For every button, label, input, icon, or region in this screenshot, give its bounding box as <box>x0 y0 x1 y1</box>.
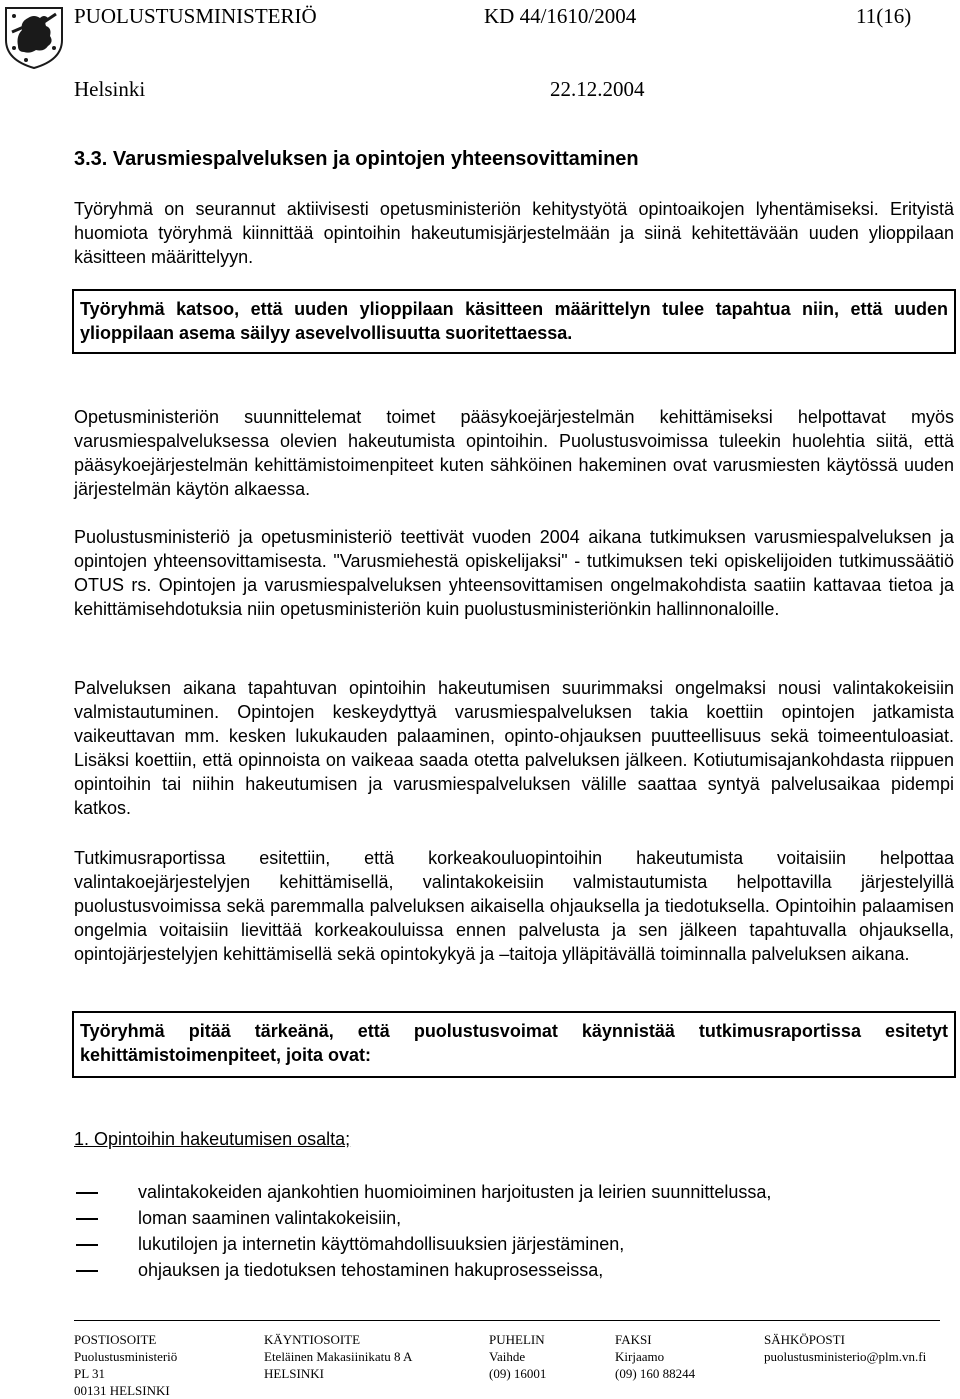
footer-email-link[interactable]: puolustusministerio@plm.vn.fi <box>764 1349 927 1364</box>
ministry-logo <box>0 2 68 70</box>
footer-phone-title: PUHELIN <box>489 1332 545 1347</box>
bullet-list: valintakokeiden ajankohtien huomioiminen harjoitusten ja leirien suunnittelussa, loman saaminen valintakokeisiin, lukutilojen ja internetin käyttömahdollisuuksien järjestäminen, ohjauksen ja tiedotuksen tehostaminen hakuprosesseissa, <box>76 1180 936 1290</box>
paragraph-2-text: Opetusministeriön suunnittelemat toimet pääsykoejärjestelmän kehittämiseksi helpottavat myös varusmiespalveluksessa olevien hakeutumista opintoihin. Puolustusvoimissa tuleekin huolehtia siitä, että pääsykoejärjestelmän kehittämistoimenpiteet kuten sähköinen hakeminen ovat varusmiesten käytössä uuden järjestelmän käytön alkaessa. <box>74 407 954 499</box>
footer-fax: FAKSI Kirjaamo (09) 160 88244 <box>615 1332 696 1381</box>
numbered-item-1 <box>74 1129 350 1150</box>
section-heading: 3.3. Varusmiespalveluksen ja opintojen yhteensovittaminen <box>74 148 639 170</box>
footer-phone: PUHELIN Vaihde (09) 16001 <box>489 1332 547 1381</box>
lion-crest-icon <box>0 2 68 70</box>
paragraph-5-text: Tutkimusraportissa esitettiin, että korkeakouluopintoihin hakeutumista voitaisiin helpottaa valintakoejärjestelyjen kehittämisellä, valintakokeisiin valmistautumista helpottavilla järjestelyillä puolustusvoimissa sekä paremmalla palveluksen aikaisella ohjauksella ja tiedotuksella. Opintoihin palaamisen ongelmia voitaisiin lievittää korkeakouluissa ennen palvelusta ja sen jälkeen tapahtuvalla ohjauksella, opintojärjestelyjen kehittämisellä sekä opintokykyä ja –taitoja ylläpitävällä toiminnalla palveluksen aikana. <box>74 848 954 964</box>
footer-divider <box>74 1320 940 1321</box>
footer-email <box>764 1331 926 1365</box>
ministry-name: PUOLUSTUSMINISTERIÖ <box>74 4 317 28</box>
highlight-box-1-text: Työryhmä katsoo, että uuden ylioppilaan käsitteen määrittelyn tulee tapahtua niin, että uuden ylioppilaan asema säilyy asevelvollisuutta suoritettaessa. <box>80 299 948 343</box>
paragraph-3 <box>74 525 954 621</box>
dash-bullet-icon <box>76 1244 98 1246</box>
numbered-item-1-text: 1. Opintoihin hakeutumisen osalta; <box>74 1129 351 1149</box>
footer-postal-title: POSTIOSOITE <box>74 1332 157 1347</box>
footer-postal-address: POSTIOSOITE Puolustusministeriö PL 31 00131 HELSINKI <box>74 1332 178 1398</box>
dash-bullet-icon <box>76 1270 98 1272</box>
paragraph-1-text: Työryhmä on seurannut aktiivisesti opetusministeriön kehitystyötä opintoaikojen lyhentämiseksi. Erityistä huomiota työryhmä kiinnittää opintoihin hakeutumisjärjestelmään ja siinä kehitettävään uuden ylioppilaan käsitteen määrittelyyn. <box>74 199 954 267</box>
paragraph-3-text: Puolustusministeriö ja opetusministeriö teettivät vuoden 2004 aikana tutkimuksen varusmiespalveluksen ja opintojen yhteensovittamisesta. "Varusmiehestä opiskelijaksi" - tutkimuksen teki opiskelijoiden tutkimussäätiö OTUS rs. Opintojen ja varusmiespalveluksen yhteensovittamisen ongelmakohdista saatiin kattavaa tietoa ja kehittämisehdotuksia niin opetusministeriön kuin puolustusministeriönkin hallinnonaloille. <box>74 527 954 619</box>
highlight-box-2-text: Työryhmä pitää tärkeänä, että puolustusvoimat käynnistää tutkimusraportissa esitetyt kehittämistoimenpiteet, joita ovat: <box>80 1021 948 1065</box>
page-number: 11(16) <box>856 4 912 28</box>
paragraph-2 <box>74 405 954 501</box>
document-city: Helsinki <box>74 77 146 101</box>
paragraph-5 <box>74 846 954 966</box>
highlight-box-1 <box>72 289 956 354</box>
dash-bullet-icon <box>76 1218 98 1220</box>
paragraph-4 <box>74 676 954 820</box>
footer <box>74 1331 954 1397</box>
document-date: 22.12.2004 <box>550 77 645 101</box>
paragraph-1 <box>74 197 954 269</box>
dash-bullet-icon <box>76 1192 98 1194</box>
footer-visiting-title: KÄYNTIOSOITE <box>264 1332 361 1347</box>
footer-fax-title: FAKSI <box>615 1332 652 1347</box>
footer-visiting-address: KÄYNTIOSOITE Eteläinen Makasiinikatu 8 A HELSINKI <box>264 1332 413 1381</box>
highlight-box-2 <box>72 1011 956 1078</box>
paragraph-4-text: Palveluksen aikana tapahtuvan opintoihin hakeutumisen suurimmaksi ongelmaksi nousi valintakokeisiin valmistautuminen. Opintojen keskeydyttyä varusmiespalveluksen takia koettiin opintojen jatkamista vaikeuttavan mm. kesken lukukauden palaaminen, opinto-ohjauksen puutteellisuus sekä toimeentuloasiat. Lisäksi koettiin, että opinnoista on vaikeaa saada otetta palveluksen jälkeen. Kotiutumisajankohdasta riippuen opintoihin tai niihin hakeutumisen ja varusmiespalveluksen välille saattaa syntyä palvelusaikaa pidempi katkos. <box>74 678 954 818</box>
document-reference: KD 44/1610/2004 <box>484 4 637 28</box>
footer-email-title: SÄHKÖPOSTI <box>764 1332 845 1347</box>
